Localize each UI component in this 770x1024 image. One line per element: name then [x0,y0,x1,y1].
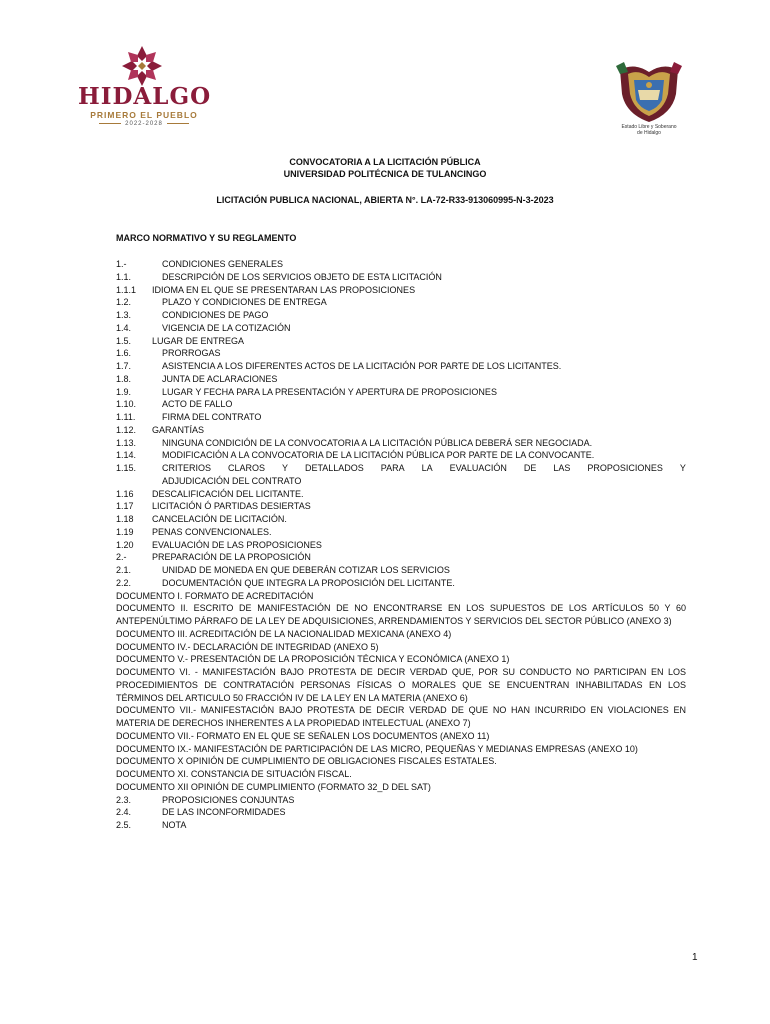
item-text: CONDICIONES GENERALES [162,259,284,269]
state-logo [610,60,688,140]
item-number: 1.17 [116,501,134,512]
list-item [116,526,686,539]
document-item: DOCUMENTO III. ACREDITACIÓN DE LA NACIONALIDAD MEXICANA (ANEXO 4) [116,628,452,639]
item-word: Y [679,463,686,473]
item-text: ASISTENCIA A LOS DIFERENTES ACTOS DE LA LICITACIÓN POR PARTE DE LOS LICITANTES. [162,361,562,371]
hidalgo-logo [78,44,210,126]
item-number: 1.11. [116,412,136,422]
document-item: DOCUMENTO VII.- FORMATO EN EL QUE SE SEÑALEN LOS DOCUMENTOS (ANEXO 11) [116,730,490,741]
list-item [116,322,686,335]
list-item [116,488,686,501]
title-line1: CONVOCATORIA A LA LICITACIÓN PÚBLICA [289,157,481,167]
document-item: DOCUMENTO V.- PRESENTACIÓN DE LA PROPOSICIÓN TÉCNICA Y ECONÓMICA (ANEXO 1) [116,654,510,665]
list-item [116,296,686,309]
item-text: LUGAR Y FECHA PARA LA PRESENTACIÓN Y APERTURA DE PROPOSICIONES [162,386,497,397]
document-item: DOCUMENTO XI. CONSTANCIA DE SITUACIÓN FISCAL. [116,769,352,779]
list-item [116,794,686,807]
list-item [116,819,686,832]
item-text: PROPOSICIONES CONJUNTAS [162,794,295,805]
item-text: DOCUMENTACIÓN QUE INTEGRA LA PROPOSICIÓN DEL LICITANTE. [162,577,455,588]
list-item [116,551,686,564]
list-item [116,258,686,271]
item-text: VIGENCIA DE LA COTIZACIÓN [162,322,291,333]
list-item [116,411,686,424]
item-text: FIRMA DEL CONTRATO [162,412,262,422]
item-number: 1.12. [116,424,137,435]
item-number: 1.10. [116,399,137,410]
licitacion-number: LICITACIÓN PUBLICA NACIONAL, ABIERTA N°. LA-72-R33-913060995-N-3-2023 [216,195,554,205]
item-number: 1.9. [116,386,132,397]
item-text: DESCRIPCIÓN DE LOS SERVICIOS OBJETO DE ESTA LICITACIÓN [162,271,442,282]
item-text: IDIOMA EN EL QUE SE PRESENTARAN LAS PROPOSICIONES [152,284,416,295]
document-item: DOCUMENTO IX.- MANIFESTACIÓN DE PARTICIPACIÓN DE LAS MICRO, PEQUEÑAS Y MEDIANAS EMPRESAS (ANEXO 10) [116,743,638,754]
state-caption-line1: Estado Libre y Soberano [621,124,677,130]
list-item [116,577,686,590]
brand-tagline: PRIMERO EL PUEBLO [90,110,198,120]
document-item: DOCUMENTO VI. - MANIFESTACIÓN BAJO PROTESTA DE DECIR VERDAD QUE, POR SU CONDUCTO NO PARTICIPAN EN LOS PROCEDIMIENTOS DE CONTRATACIÓN PERSONAS FÍSICAS O MORALES QUE SE ENCUENTRAN INHABILITADAS EN LOS TÉRMINOS DEL ARTICULO 50 FRACCIÓN IV DE LA LEY EN LA MATERIA (ANEXO 6) [116,667,686,703]
item-text: ACTO DE FALLO [162,399,233,410]
document-item: DOCUMENTO X OPINIÓN DE CUMPLIMIENTO DE OBLIGACIONES FISCALES ESTATALES. [116,756,497,767]
list-item [116,360,686,373]
item-number: 1.3. [116,310,132,320]
list-item [116,449,686,462]
list-item [116,284,686,297]
item-number: 2.- [116,552,127,563]
list-item [116,513,686,526]
item-text: PENAS CONVENCIONALES. [152,526,272,537]
item-number: 1.1. [116,271,132,282]
state-caption [610,124,688,136]
item-text: PREPARACIÓN DE LA PROPOSICIÓN [152,552,311,563]
item-number: 1.7. [116,361,132,371]
item-number: 1.19 [116,526,134,537]
item-text: CANCELACIÓN DE LICITACIÓN. [152,514,287,524]
item-word: Y [281,463,288,473]
page-number: 1 [692,952,698,963]
item-number: 2.3. [116,794,132,805]
item-text: EVALUACIÓN DE LAS PROPOSICIONES [152,539,322,550]
list-item [116,424,686,437]
item-number: 2.2. [116,577,132,588]
item-number: 2.1. [116,565,132,575]
item-number: 1.15. [116,463,137,473]
item-number: 1.4. [116,322,132,333]
item-text: UNIDAD DE MONEDA EN QUE DEBERÁN COTIZAR LOS SERVICIOS [162,565,450,575]
item-number: 1.6. [116,348,132,359]
item-number: 1.2. [116,297,132,308]
section-heading: MARCO NORMATIVO Y SU REGLAMENTO [116,233,297,243]
item-word: DE [523,463,537,473]
item-number: 1.14. [116,450,137,461]
item-text: DE LAS INCONFORMIDADES [162,807,286,818]
item-number: 1.1.1 [116,284,137,295]
item-number: 1.13. [116,437,137,448]
item-word: CRITERIOS [162,463,212,473]
list-item [116,309,686,322]
list-item-continuation: ADJUDICACIÓN DEL CONTRATO [162,475,302,486]
item-text: PRORROGAS [162,348,221,359]
flower-icon [120,44,164,88]
item-number: 1.20 [116,539,134,550]
item-text: CONDICIONES DE PAGO [162,310,269,320]
item-number: 1.5. [116,335,132,346]
list-item [116,564,686,577]
item-text: LUGAR DE ENTREGA [152,335,245,346]
document-item: DOCUMENTO XII OPINIÓN DE CUMPLIMIENTO (FORMATO 32_D DEL SAT) [116,781,431,792]
item-word: PARA [380,463,405,473]
item-text: LICITACIÓN Ó PARTIDAS DESIERTAS [152,501,311,512]
list-item [116,500,686,513]
list-item [116,271,686,284]
list-item [116,806,686,819]
list-item [116,398,686,411]
table-of-contents [116,258,686,832]
item-text: DESCALIFICACIÓN DEL LICITANTE. [152,488,304,499]
item-number: 1.16 [116,488,134,499]
list-item [116,437,686,450]
document-item: DOCUMENTO II. ESCRITO DE MANIFESTACIÓN DE NO ENCONTRARSE EN LOS SUPUESTOS DE LOS ARTÍCULOS 50 Y 60 ANTEPENÚLTIMO PÁRRAFO DE LA LEY DE ADQUISICIONES, ARRENDAMIENTOS Y SERVICIOS DEL SECTOR PÚBLICO (ANEXO 3) [116,603,686,626]
item-word: DETALLADOS [304,463,364,473]
item-word: EVALUACIÓN [449,463,507,473]
item-word: PROPOSICIONES [587,463,663,473]
item-text: PLAZO Y CONDICIONES DE ENTREGA [162,297,327,308]
brand-years: 2022-2028 [78,121,210,127]
item-word: LA [421,463,433,473]
list-item [116,462,686,475]
item-text: NOTA [162,820,187,830]
list-item [116,386,686,399]
list-item [116,539,686,552]
item-number: 1.18 [116,514,134,524]
item-number: 2.4. [116,807,132,818]
list-item [116,347,686,360]
item-number: 1.8. [116,373,132,384]
list-item [116,335,686,348]
item-text: JUNTA DE ACLARACIONES [162,373,278,384]
state-caption-line2: de Hidalgo [637,130,661,136]
list-item [116,373,686,386]
item-number: 2.5. [116,820,132,830]
item-word: CLAROS [227,463,265,473]
document-title [0,156,770,180]
document-item: DOCUMENTO VII.- MANIFESTACIÓN BAJO PROTESTA DE DECIR VERDAD DE QUE NO HAN INCURRIDO EN VIOLACIONES EN MATERIA DE DERECHOS INHERENTES A LA PROPIEDAD INTELECTUAL (ANEXO 7) [116,705,686,728]
document-item: DOCUMENTO IV.- DECLARACIÓN DE INTEGRIDAD (ANEXO 5) [116,641,379,652]
title-line2: UNIVERSIDAD POLITÉCNICA DE TULANCINGO [283,169,487,179]
item-text: GARANTÍAS [152,424,205,435]
brand-name: HIDALGO [78,83,212,110]
item-text: NINGUNA CONDICIÓN DE LA CONVOCATORIA A LA LICITACIÓN PÚBLICA DEBERÁ SER NEGOCIADA. [162,437,593,448]
item-text: MODIFICACIÓN A LA CONVOCATORIA DE LA LICITACIÓN PÚBLICA POR PARTE DE LA CONVOCANTE. [162,450,595,461]
state-shield-icon [614,60,684,124]
document-item: DOCUMENTO I. FORMATO DE ACREDITACIÓN [116,590,314,601]
item-word: LAS [553,463,571,473]
item-text-justified [152,462,686,475]
item-number: 1.- [116,259,127,269]
